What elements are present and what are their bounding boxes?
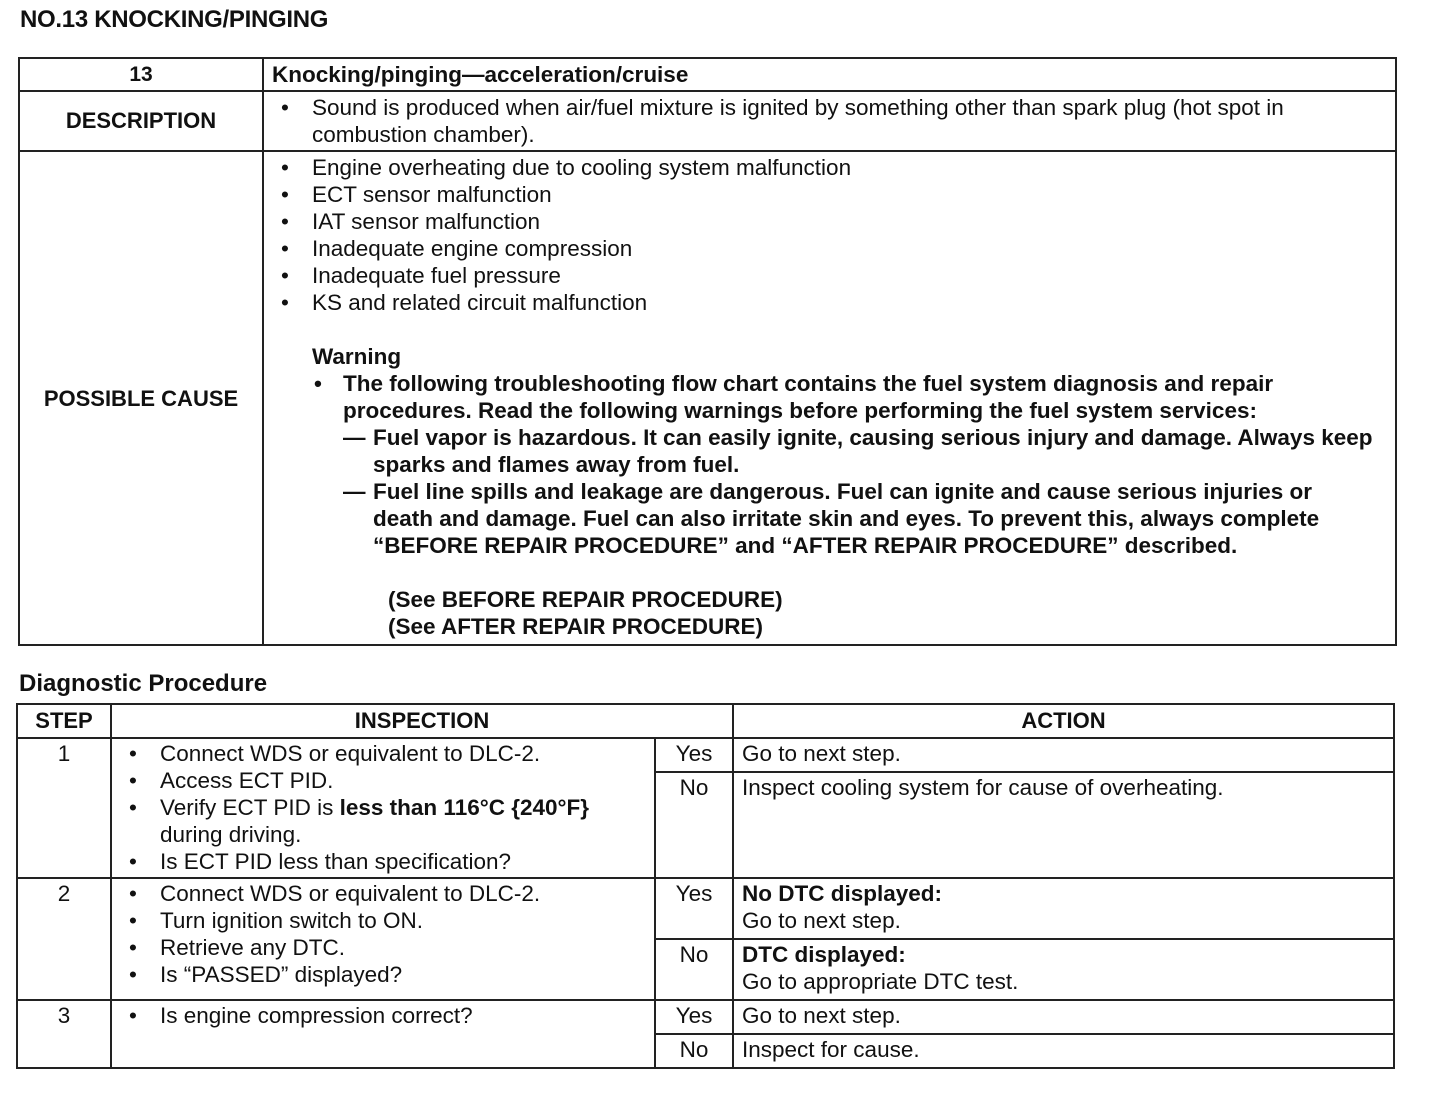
action-header: ACTION xyxy=(733,704,1394,738)
inspection-item: • Connect WDS or equivalent to DLC-2. xyxy=(113,740,653,767)
cause-item: • Inadequate fuel pressure xyxy=(265,262,1373,289)
inspection-cell xyxy=(111,878,655,1000)
step-2-yes-row xyxy=(17,878,1394,939)
inspection-item: • Retrieve any DTC. xyxy=(113,934,653,961)
inspection-cell xyxy=(111,1000,655,1068)
inspection-header: INSPECTION xyxy=(111,704,733,738)
step-number: 2 xyxy=(17,878,111,1000)
no-label: No xyxy=(655,1034,733,1068)
possible-cause-cell xyxy=(263,151,1396,645)
dash-glyph: — xyxy=(343,479,366,504)
cause-item: • IAT sensor malfunction xyxy=(265,208,1373,235)
step-number: 3 xyxy=(17,1000,111,1068)
inspection-item: • Turn ignition switch to ON. xyxy=(113,907,653,934)
diagnostic-procedure-title: Diagnostic Procedure xyxy=(19,670,268,697)
page-title: NO.13 KNOCKING/PINGING xyxy=(20,6,329,33)
inspection-item: • Is ECT PID less than specification? xyxy=(113,848,653,875)
cause-item: • KS and related circuit malfunction xyxy=(265,289,1373,316)
cause-item: • Inadequate engine compression xyxy=(265,235,1373,262)
step-header: STEP xyxy=(17,704,111,738)
yes-action: Go to next step. xyxy=(733,1000,1394,1034)
see-before-repair-link[interactable]: (See BEFORE REPAIR PROCEDURE) xyxy=(388,587,783,612)
inspection-text: Verify ECT PID is xyxy=(160,795,340,820)
symptom-header-row xyxy=(19,58,1396,91)
possible-cause-label: POSSIBLE CAUSE xyxy=(19,151,263,645)
no-label: No xyxy=(655,939,733,1000)
diagnostic-procedure-table xyxy=(16,703,1395,1069)
no-label: No xyxy=(655,772,733,878)
yes-label: Yes xyxy=(655,878,733,939)
see-references xyxy=(312,586,1373,640)
inspection-item: • Access ECT PID. xyxy=(113,767,653,794)
warning-item-text: Fuel vapor is hazardous. It can easily ignite, causing serious injury and damage. Always keep sparks and flames away from fuel. xyxy=(373,425,1373,477)
description-row xyxy=(19,91,1396,151)
no-action: Inspect cooling system for cause of overheating. xyxy=(733,772,1394,878)
inspection-item: • Connect WDS or equivalent to DLC-2. xyxy=(113,880,653,907)
yes-label: Yes xyxy=(655,738,733,772)
no-action xyxy=(733,939,1394,1000)
see-after-repair-link[interactable]: (See AFTER REPAIR PROCEDURE) xyxy=(388,614,764,639)
cause-item: • ECT sensor malfunction xyxy=(265,181,1373,208)
symptom-heading: Knocking/pinging—acceleration/cruise xyxy=(263,58,1396,91)
warning-title: Warning xyxy=(312,344,402,369)
warning-block xyxy=(265,343,1373,640)
yes-label: Yes xyxy=(655,1000,733,1034)
yes-action-text: Go to next step. xyxy=(742,908,901,933)
no-action: Inspect for cause. xyxy=(733,1034,1394,1068)
yes-action-heading: No DTC displayed: xyxy=(742,881,943,906)
description-label: DESCRIPTION xyxy=(19,91,263,151)
description-cell xyxy=(263,91,1396,151)
possible-cause-row xyxy=(19,151,1396,645)
dash-glyph: — xyxy=(343,425,366,450)
inspection-cell xyxy=(111,738,655,878)
yes-action: Go to next step. xyxy=(733,738,1394,772)
symptom-number: 13 xyxy=(19,58,263,91)
warning-item xyxy=(343,424,1373,478)
step-1-yes-row xyxy=(17,738,1394,772)
ect-spec-value: less than 116°C {240°F} xyxy=(339,795,590,820)
cause-item: • Engine overheating due to cooling system malfunction xyxy=(265,154,1373,181)
warning-main-text: • The following troubleshooting flow chart contains the fuel system diagnosis and repair procedures. Read the following warnings before performing the fuel system services: xyxy=(343,371,1274,423)
description-text: • Sound is produced when air/fuel mixture is ignited by something other than spark plug (hot spot in combustion chamber). xyxy=(265,94,1345,148)
cause-list xyxy=(265,154,1373,316)
inspection-item xyxy=(113,794,653,848)
no-action-text: Go to appropriate DTC test. xyxy=(742,969,1019,994)
warning-item-text: Fuel line spills and leakage are dangerous. Fuel can ignite and cause serious injuries or death and damage. Fuel can also irritate skin and eyes. To prevent this, always complete “BEFORE REPAIR PROCEDURE” and “AFTER REPAIR PROCEDURE” described. xyxy=(373,479,1320,558)
no-action-heading: DTC displayed: xyxy=(742,942,906,967)
header-row xyxy=(17,704,1394,738)
inspection-item: • Is “PASSED” displayed? xyxy=(113,961,653,988)
symptom-table xyxy=(18,57,1397,646)
step-number: 1 xyxy=(17,738,111,878)
warning-main xyxy=(312,370,1373,559)
inspection-item: • Is engine compression correct? xyxy=(113,1002,653,1029)
warning-item xyxy=(343,478,1373,559)
inspection-text: during driving. xyxy=(160,822,302,847)
yes-action xyxy=(733,878,1394,939)
step-3-yes-row xyxy=(17,1000,1394,1034)
